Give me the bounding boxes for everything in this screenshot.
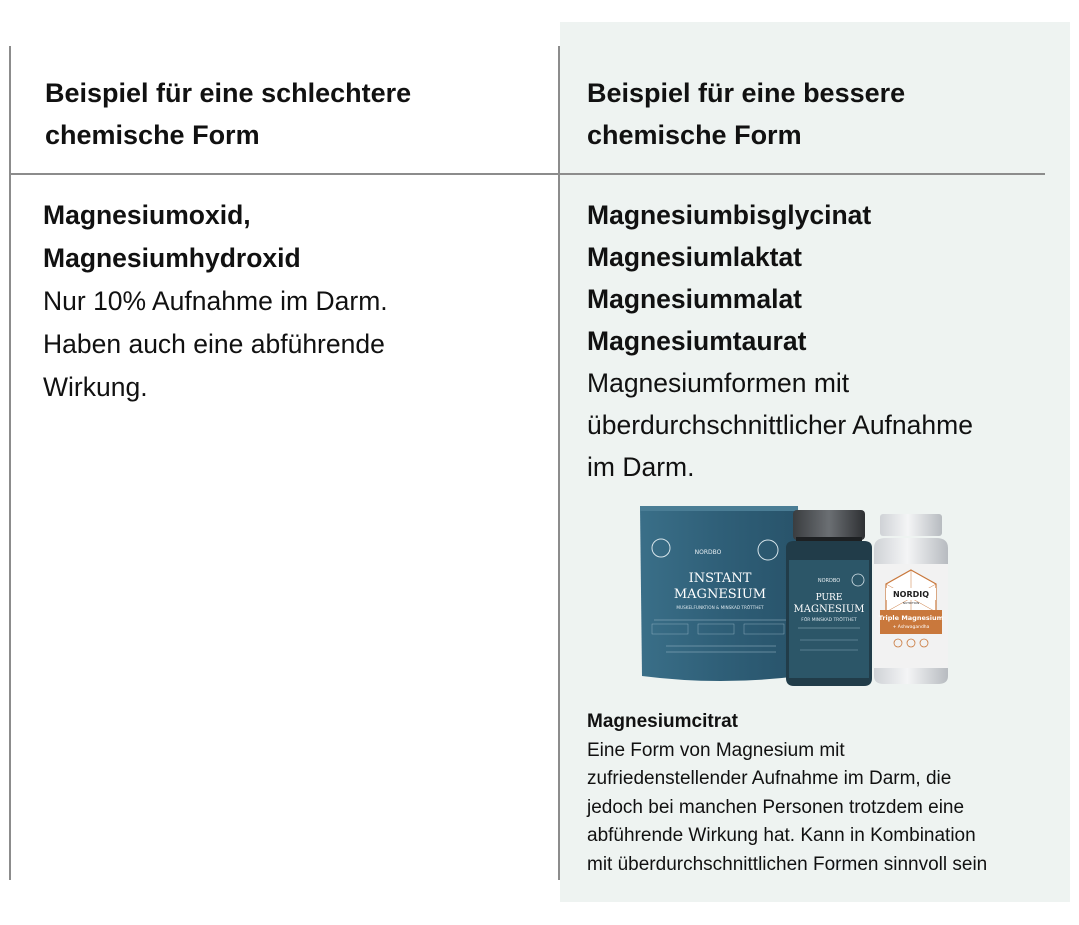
table-header-divider bbox=[9, 173, 1045, 175]
instant-magnesium-pouch bbox=[640, 506, 800, 681]
form-name: Magnesiumoxid, bbox=[43, 200, 251, 230]
left-column-header bbox=[45, 72, 525, 156]
pouch-brand: NORDBO bbox=[694, 549, 722, 556]
bottle-name: Triple Magnesium bbox=[878, 614, 944, 622]
description-line: Haben auch eine abführende bbox=[43, 329, 385, 359]
triple-magnesium-bottle bbox=[874, 514, 948, 684]
footnote-line: zufriedenstellender Aufnahme im Darm, die bbox=[587, 768, 952, 789]
pouch-name-line: INSTANT bbox=[688, 571, 752, 586]
header-line: Beispiel für eine schlechtere bbox=[45, 78, 412, 108]
header-line: Beispiel für eine bessere bbox=[587, 78, 906, 108]
footnote-line: mit überdurchschnittlichen Formen sinnvoll sein bbox=[587, 853, 988, 875]
description-line: Nur 10% Aufnahme im Darm. bbox=[43, 286, 388, 316]
table-column-divider bbox=[558, 46, 560, 880]
form-name: Magnesiumtaurat bbox=[587, 326, 807, 356]
pouch-tagline: MUSKELFUNKTION & MINSKAD TRÖTTHET bbox=[676, 605, 764, 610]
bottle-sub-name: + Ashwagandha bbox=[892, 625, 930, 630]
jar-brand: NORDBO bbox=[817, 578, 841, 584]
product-image bbox=[636, 500, 958, 692]
form-name: Magnesiummalat bbox=[587, 284, 803, 314]
footnote bbox=[587, 708, 1072, 879]
footnote-title: Magnesiumcitrat bbox=[587, 711, 738, 732]
right-column-header bbox=[587, 72, 1057, 156]
footnote-line: abführende Wirkung hat. Kann in Kombination bbox=[587, 825, 976, 846]
bottle-brand: NORDIQ bbox=[892, 590, 930, 599]
footnote-line: Eine Form von Magnesium mit bbox=[587, 739, 845, 761]
jar-tagline: FÖR MINSKAD TRÖTTHET bbox=[801, 618, 857, 623]
header-line: chemische Form bbox=[587, 120, 802, 150]
pouch-name-line: MAGNESIUM bbox=[673, 587, 767, 602]
description-line: Wirkung. bbox=[43, 372, 148, 402]
header-line: chemische Form bbox=[45, 120, 260, 150]
bottle-sub-brand: NUTRITION bbox=[902, 601, 920, 605]
form-name: Magnesiumbisglycinat bbox=[587, 200, 872, 230]
pure-magnesium-jar bbox=[786, 510, 872, 686]
right-column-body bbox=[587, 194, 1057, 488]
jar-name-line: MAGNESIUM bbox=[793, 604, 865, 615]
description-line: Magnesiumformen mit bbox=[587, 368, 850, 398]
table-left-border bbox=[9, 46, 11, 880]
footnote-line: jedoch bei manchen Personen trotzdem eine bbox=[587, 796, 965, 818]
description-line: überdurchschnittlicher Aufnahme bbox=[587, 410, 973, 440]
form-name: Magnesiumlaktat bbox=[587, 242, 803, 272]
left-column-body bbox=[43, 194, 543, 409]
description-line: im Darm. bbox=[587, 452, 695, 482]
jar-name-line: PURE bbox=[815, 593, 843, 603]
form-name: Magnesiumhydroxid bbox=[43, 243, 301, 273]
